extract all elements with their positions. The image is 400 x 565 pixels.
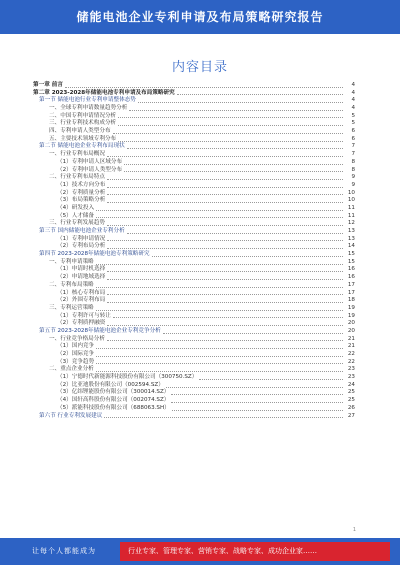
toc-entry-label: （2）申请地域选择 — [57, 274, 106, 281]
toc-entry[interactable] — [33, 343, 355, 351]
toc-entry[interactable] — [33, 97, 355, 105]
toc-entry-page: 4 — [351, 81, 355, 88]
toc-leader-dots — [96, 355, 343, 357]
toc-entry[interactable] — [33, 274, 355, 282]
toc-entry-page: 10 — [347, 189, 355, 196]
toc-entry[interactable] — [33, 174, 355, 182]
toc-entry[interactable] — [33, 220, 355, 228]
toc-entry-label: （2）专利质量分析 — [57, 189, 106, 196]
toc-entry-page: 19 — [347, 312, 355, 319]
toc-entry-page: 11 — [347, 204, 355, 211]
toc-entry-page: 12 — [347, 220, 355, 227]
toc-entry-label: （1）专利申请人区域分布 — [57, 158, 123, 165]
toc-entry-page: 16 — [347, 274, 355, 281]
report-title: 储能电池企业专利申请及布局策略研究报告 — [76, 10, 324, 24]
toc-entry[interactable] — [33, 397, 355, 405]
toc-entry[interactable] — [33, 82, 355, 90]
toc-entry[interactable] — [33, 413, 355, 421]
toc-entry-label: 四、专利申请人类型分布 — [49, 128, 111, 135]
toc-entry-page: 14 — [347, 243, 355, 250]
toc-leader-dots — [96, 347, 343, 349]
toc-entry-page: 9 — [351, 174, 355, 181]
table-of-contents — [33, 82, 355, 420]
toc-entry-label: （4）国轩高科股份有限公司（002074.SZ） — [57, 397, 170, 404]
toc-entry-label: （1）专利许可与转让 — [57, 312, 111, 319]
toc-entry-label: 三、行业专利发展趋势 — [49, 220, 105, 227]
toc-entry-page: 15 — [347, 251, 355, 258]
toc-leader-dots — [107, 239, 343, 241]
toc-entry-label: （5）人才储备 — [57, 212, 95, 219]
toc-entry-page: 25 — [347, 397, 355, 404]
toc-entry-page: 26 — [347, 404, 355, 411]
toc-entry[interactable] — [33, 105, 355, 113]
toc-entry[interactable] — [33, 151, 355, 159]
toc-leader-dots — [107, 247, 343, 249]
toc-entry-label: （2）国际竞争 — [57, 351, 95, 358]
toc-entry[interactable] — [33, 159, 355, 167]
toc-leader-dots — [166, 386, 343, 388]
toc-leader-dots — [107, 293, 343, 295]
toc-entry[interactable] — [33, 320, 355, 328]
toc-heading: 内容目录 — [171, 60, 228, 75]
toc-entry-label: 第一节 储能电池行业专利申请整体态势 — [39, 97, 136, 104]
toc-entry-label: 一、行业竞争格局分析 — [49, 335, 105, 342]
toc-leader-dots — [96, 263, 343, 265]
toc-entry-page: 21 — [347, 343, 355, 350]
toc-entry-label: （1）技术方向分布 — [57, 181, 106, 188]
toc-entry-label: （2）专利布局分析 — [57, 243, 106, 250]
toc-entry-page: 9 — [351, 181, 355, 188]
toc-leader-dots — [107, 155, 343, 157]
toc-leader-dots — [129, 109, 343, 111]
toc-leader-dots — [127, 232, 343, 234]
toc-entry-label: 第二节 储能电池企业专利布局现状 — [39, 143, 125, 150]
toc-leader-dots — [96, 362, 343, 364]
toc-entry[interactable] — [33, 197, 355, 205]
toc-entry-page: 27 — [347, 412, 355, 419]
toc-entry-page: 17 — [347, 281, 355, 288]
toc-leader-dots — [152, 255, 343, 257]
toc-entry-label: （2）专利申请人类型分布 — [57, 166, 123, 173]
toc-entry-label: 第六节 行业专利发展建议 — [39, 412, 103, 419]
toc-entry[interactable] — [33, 366, 355, 374]
toc-entry-label: （2）比亚迪股份有限公司（002594.SZ） — [57, 381, 164, 388]
toc-leader-dots — [96, 286, 343, 288]
toc-entry-page: 8 — [351, 158, 355, 165]
toc-leader-dots — [199, 378, 343, 380]
toc-leader-dots — [107, 224, 343, 226]
toc-leader-dots — [107, 178, 343, 180]
toc-entry-page: 4 — [351, 105, 355, 112]
toc-leader-dots — [171, 401, 343, 403]
toc-entry-page: 23 — [347, 374, 355, 381]
toc-leader-dots — [107, 278, 343, 280]
toc-entry-label: 二、专利布局策略 — [49, 281, 94, 288]
toc-leader-dots — [138, 101, 343, 103]
toc-entry[interactable] — [33, 251, 355, 259]
toc-entry-page: 18 — [347, 297, 355, 304]
toc-entry[interactable] — [33, 297, 355, 305]
toc-entry-label: 第五节 2023-2028年储能电池企业专利竞争分析 — [39, 327, 161, 334]
toc-leader-dots — [107, 201, 343, 203]
toc-entry[interactable] — [33, 405, 355, 413]
toc-entry-page: 24 — [347, 381, 355, 388]
toc-entry-label: 二、中国专利申请情况分析 — [49, 112, 117, 119]
toc-entry-page: 19 — [347, 304, 355, 311]
toc-entry-label: 三、行业专利技术构成分析 — [49, 120, 117, 127]
toc-entry-label: （1）国内竞争 — [57, 343, 95, 350]
toc-leader-dots — [118, 116, 343, 118]
toc-entry-page: 20 — [347, 327, 355, 334]
toc-entry-label: 二、重点企业分析 — [49, 366, 94, 373]
toc-entry[interactable] — [33, 228, 355, 236]
toc-entry-page: 10 — [347, 197, 355, 204]
toc-leader-dots — [107, 324, 343, 326]
footer-highlight-banner — [120, 542, 390, 561]
toc-leader-dots — [65, 86, 343, 88]
toc-leader-dots — [118, 140, 343, 142]
toc-entry-page: 22 — [347, 358, 355, 365]
toc-entry-page: 4 — [351, 97, 355, 104]
toc-leader-dots — [104, 416, 343, 418]
toc-entry[interactable] — [33, 205, 355, 213]
report-header — [0, 0, 400, 34]
footer-bar — [0, 538, 400, 565]
toc-entry-label: 第四节 2023-2028年储能电池专利策略研究 — [39, 251, 150, 258]
toc-entry-page: 11 — [347, 212, 355, 219]
toc-entry-label: （1）申请时机选择 — [57, 266, 106, 273]
toc-leader-dots — [107, 193, 343, 195]
toc-leader-dots — [163, 332, 343, 334]
toc-entry[interactable] — [33, 305, 355, 313]
toc-entry-label: （3）亿纬锂能股份有限公司（300014.SZ） — [57, 389, 170, 396]
toc-entry-page: 13 — [347, 228, 355, 235]
page-number: 1 — [352, 527, 356, 533]
toc-entry[interactable] — [33, 328, 355, 336]
toc-entry-page: 21 — [347, 335, 355, 342]
toc-entry-label: （5）派能科技股份有限公司（688063.SH） — [57, 404, 170, 411]
toc-leader-dots — [124, 170, 343, 172]
toc-leader-dots — [127, 147, 343, 149]
toc-leader-dots — [113, 316, 343, 318]
toc-entry-page: 5 — [351, 112, 355, 119]
toc-leader-dots — [107, 339, 343, 341]
toc-entry-page: 17 — [347, 289, 355, 296]
toc-leader-dots — [118, 124, 343, 126]
toc-leader-dots — [107, 270, 343, 272]
toc-leader-dots — [107, 301, 343, 303]
toc-entry-page: 15 — [347, 258, 355, 265]
toc-entry-page: 25 — [347, 389, 355, 396]
toc-leader-dots — [96, 370, 343, 372]
toc-entry-page: 22 — [347, 351, 355, 358]
toc-entry-page: 6 — [351, 128, 355, 135]
toc-entry-label: （1）专利申请情况 — [57, 235, 106, 242]
toc-leader-dots — [172, 409, 343, 411]
toc-entry-page: 16 — [347, 266, 355, 273]
toc-entry-page: 6 — [351, 135, 355, 142]
toc-entry-page: 23 — [347, 366, 355, 373]
toc-entry[interactable] — [33, 374, 355, 382]
toc-entry-label: （4）研发投入 — [57, 204, 95, 211]
toc-entry-label: 第二章 2023-2028年储能电池专利申请及布局策略研究 — [33, 89, 175, 96]
toc-entry-label: （3）布局策略分析 — [57, 197, 106, 204]
toc-entry[interactable] — [33, 128, 355, 136]
toc-leader-dots — [124, 163, 343, 165]
toc-entry[interactable] — [33, 182, 355, 190]
toc-entry-page: 5 — [351, 120, 355, 127]
toc-entry-page: 8 — [351, 166, 355, 173]
toc-leader-dots — [177, 93, 343, 95]
toc-leader-dots — [107, 186, 343, 188]
toc-entry-label: 五、主要技术领域专利分布 — [49, 135, 117, 142]
toc-leader-dots — [96, 216, 343, 218]
toc-entry[interactable] — [33, 120, 355, 128]
toc-entry-label: 一、专利申请策略 — [49, 258, 94, 265]
toc-leader-dots — [96, 209, 343, 211]
toc-entry-label: （1）核心专利布局 — [57, 289, 106, 296]
toc-entry-label: 第三节 国内储能电池企业专利分析 — [39, 228, 125, 235]
toc-entry-label: 一、全球专利申请数量趋势分析 — [49, 105, 128, 112]
toc-entry[interactable] — [33, 351, 355, 359]
toc-entry-label: 第一章 前言 — [33, 81, 63, 88]
toc-leader-dots — [171, 393, 343, 395]
toc-entry-label: （3）竞争趋势 — [57, 358, 95, 365]
toc-entry-page: 7 — [351, 151, 355, 158]
toc-entry-page: 7 — [351, 143, 355, 150]
footer-slogan: 让每个人都能成为 — [32, 547, 96, 555]
toc-entry-page: 4 — [351, 89, 355, 96]
toc-entry-label: 一、行业专利布局概况 — [49, 151, 105, 158]
toc-entry-page: 20 — [347, 320, 355, 327]
toc-entry-label: （2）专利质押融资 — [57, 320, 106, 327]
toc-entry-label: 二、行业专利布局特点 — [49, 174, 105, 181]
footer-highlight-text: 行业专家、管理专家、营销专家、战略专家、成功企业家…… — [128, 547, 317, 555]
toc-entry[interactable] — [33, 282, 355, 290]
toc-entry-label: 三、专利运营策略 — [49, 304, 94, 311]
toc-leader-dots — [96, 309, 343, 311]
toc-entry-page: 13 — [347, 235, 355, 242]
toc-leader-dots — [113, 132, 343, 134]
toc-entry-label: （2）外围专利布局 — [57, 297, 106, 304]
toc-entry[interactable] — [33, 243, 355, 251]
toc-entry-label: （1）宁德时代新能源科技股份有限公司（300750.SZ） — [57, 374, 198, 381]
